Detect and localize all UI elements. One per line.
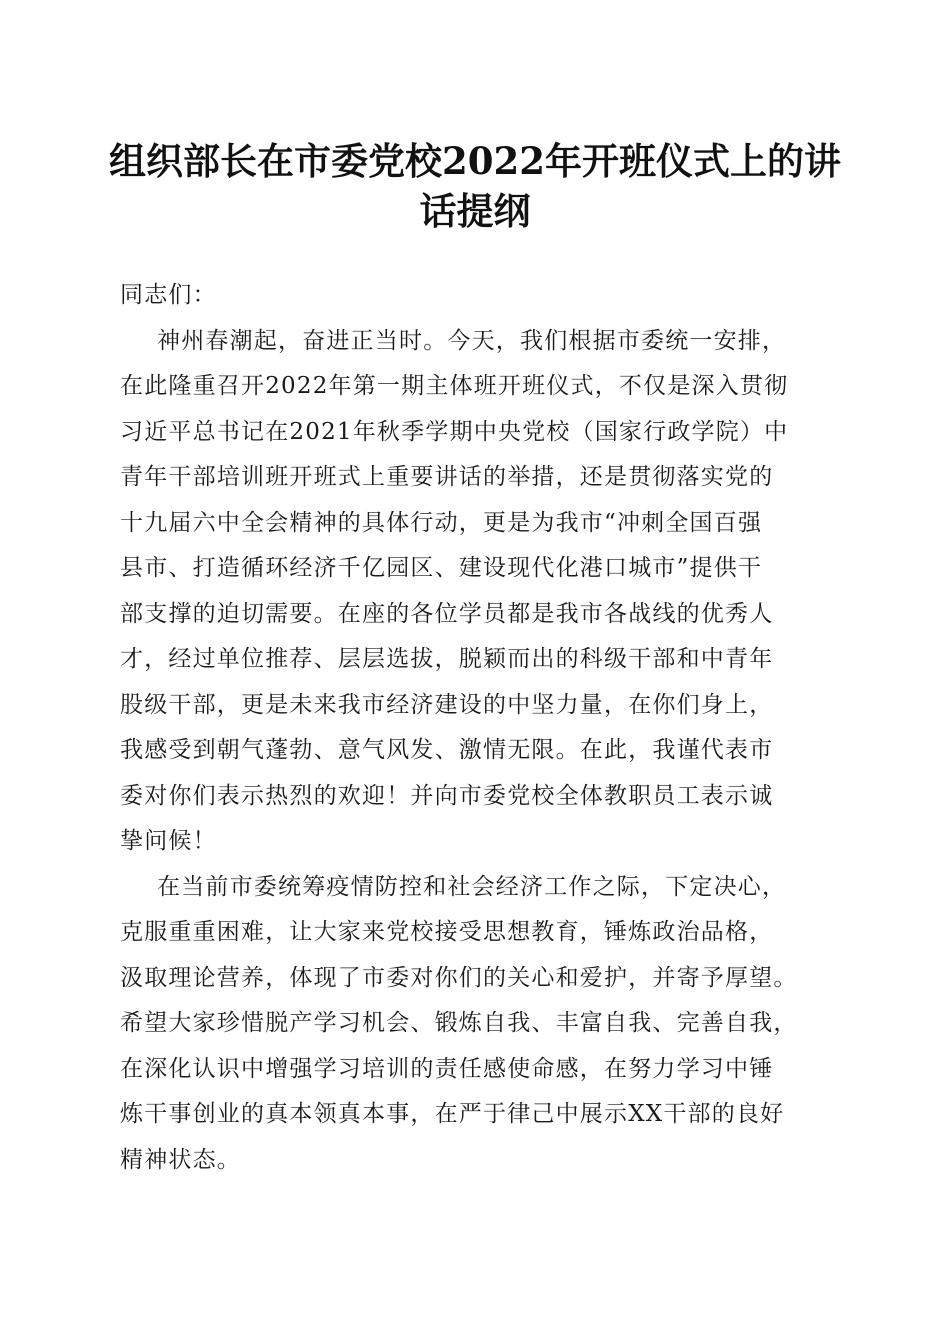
paragraph-line: 挚问候！ — [120, 828, 217, 854]
paragraph-line: 在此隆重召开2022年第一期主体班开班仪式，不仅是深入贯彻 — [120, 373, 789, 399]
paragraph-2 — [120, 865, 840, 1184]
paragraph-line: 委对你们表示热烈的欢迎！并向市委党校全体教职员工表示诚 — [120, 782, 774, 809]
paragraph-line: 汲取理论营养，体现了市委对你们的关心和爱护，并寄予厚望。 — [120, 964, 798, 991]
paragraph-1 — [120, 319, 840, 865]
paragraph-line: 在深化认识中增强学习培训的责任感使命感，在努力学习中锤 — [120, 1055, 774, 1082]
document-title — [100, 136, 850, 236]
paragraph-line: 精神状态。 — [120, 1146, 241, 1173]
paragraph-line: 青年干部培训班开班式上重要讲话的举措，还是贯彻落实党的 — [120, 464, 774, 490]
salutation: 同志们： — [120, 282, 217, 308]
paragraph-line: 我感受到朝气蓬勃、意气风发、激情无限。在此，我谨代表市 — [120, 737, 774, 763]
paragraph-line: 炼干事创业的真本领真本事，在严于律己中展示XX干部的良好 — [120, 1101, 785, 1127]
paragraph-line: 在当前市委统筹疫情防控和社会经济工作之际，下定决心， — [157, 873, 787, 900]
paragraph-line: 股级干部，更是未来我市经济建设的中坚力量，在你们身上， — [120, 691, 774, 718]
paragraph-line: 部支撑的迫切需要。在座的各位学员都是我市各战线的优秀人 — [120, 600, 774, 627]
paragraph-line: 习近平总书记在2021年秋季学期中央党校（国家行政学院）中 — [120, 418, 789, 445]
paragraph-line: 克服重重困难，让大家来党校接受思想教育，锤炼政治品格， — [120, 919, 774, 945]
paragraph-line: 十九届六中全会精神的具体行动，更是为我市“冲刺全国百强 — [120, 509, 763, 536]
document-body — [120, 273, 840, 1183]
paragraph-line: 才，经过单位推荐、层层选拔，脱颖而出的科级干部和中青年 — [120, 646, 774, 672]
title-line: 组织部长在市委党校2022年开班仪式上的讲 — [109, 139, 841, 183]
paragraph-line: 县市、打造循环经济千亿园区、建设现代化港口城市”提供干 — [120, 555, 763, 581]
title-line: 话提纲 — [419, 189, 531, 233]
paragraph-line: 希望大家珍惜脱产学习机会、锻炼自我、丰富自我、完善自我， — [120, 1010, 798, 1036]
paragraph-line: 神州春潮起，奋进正当时。今天，我们根据市委统一安排， — [157, 327, 787, 354]
